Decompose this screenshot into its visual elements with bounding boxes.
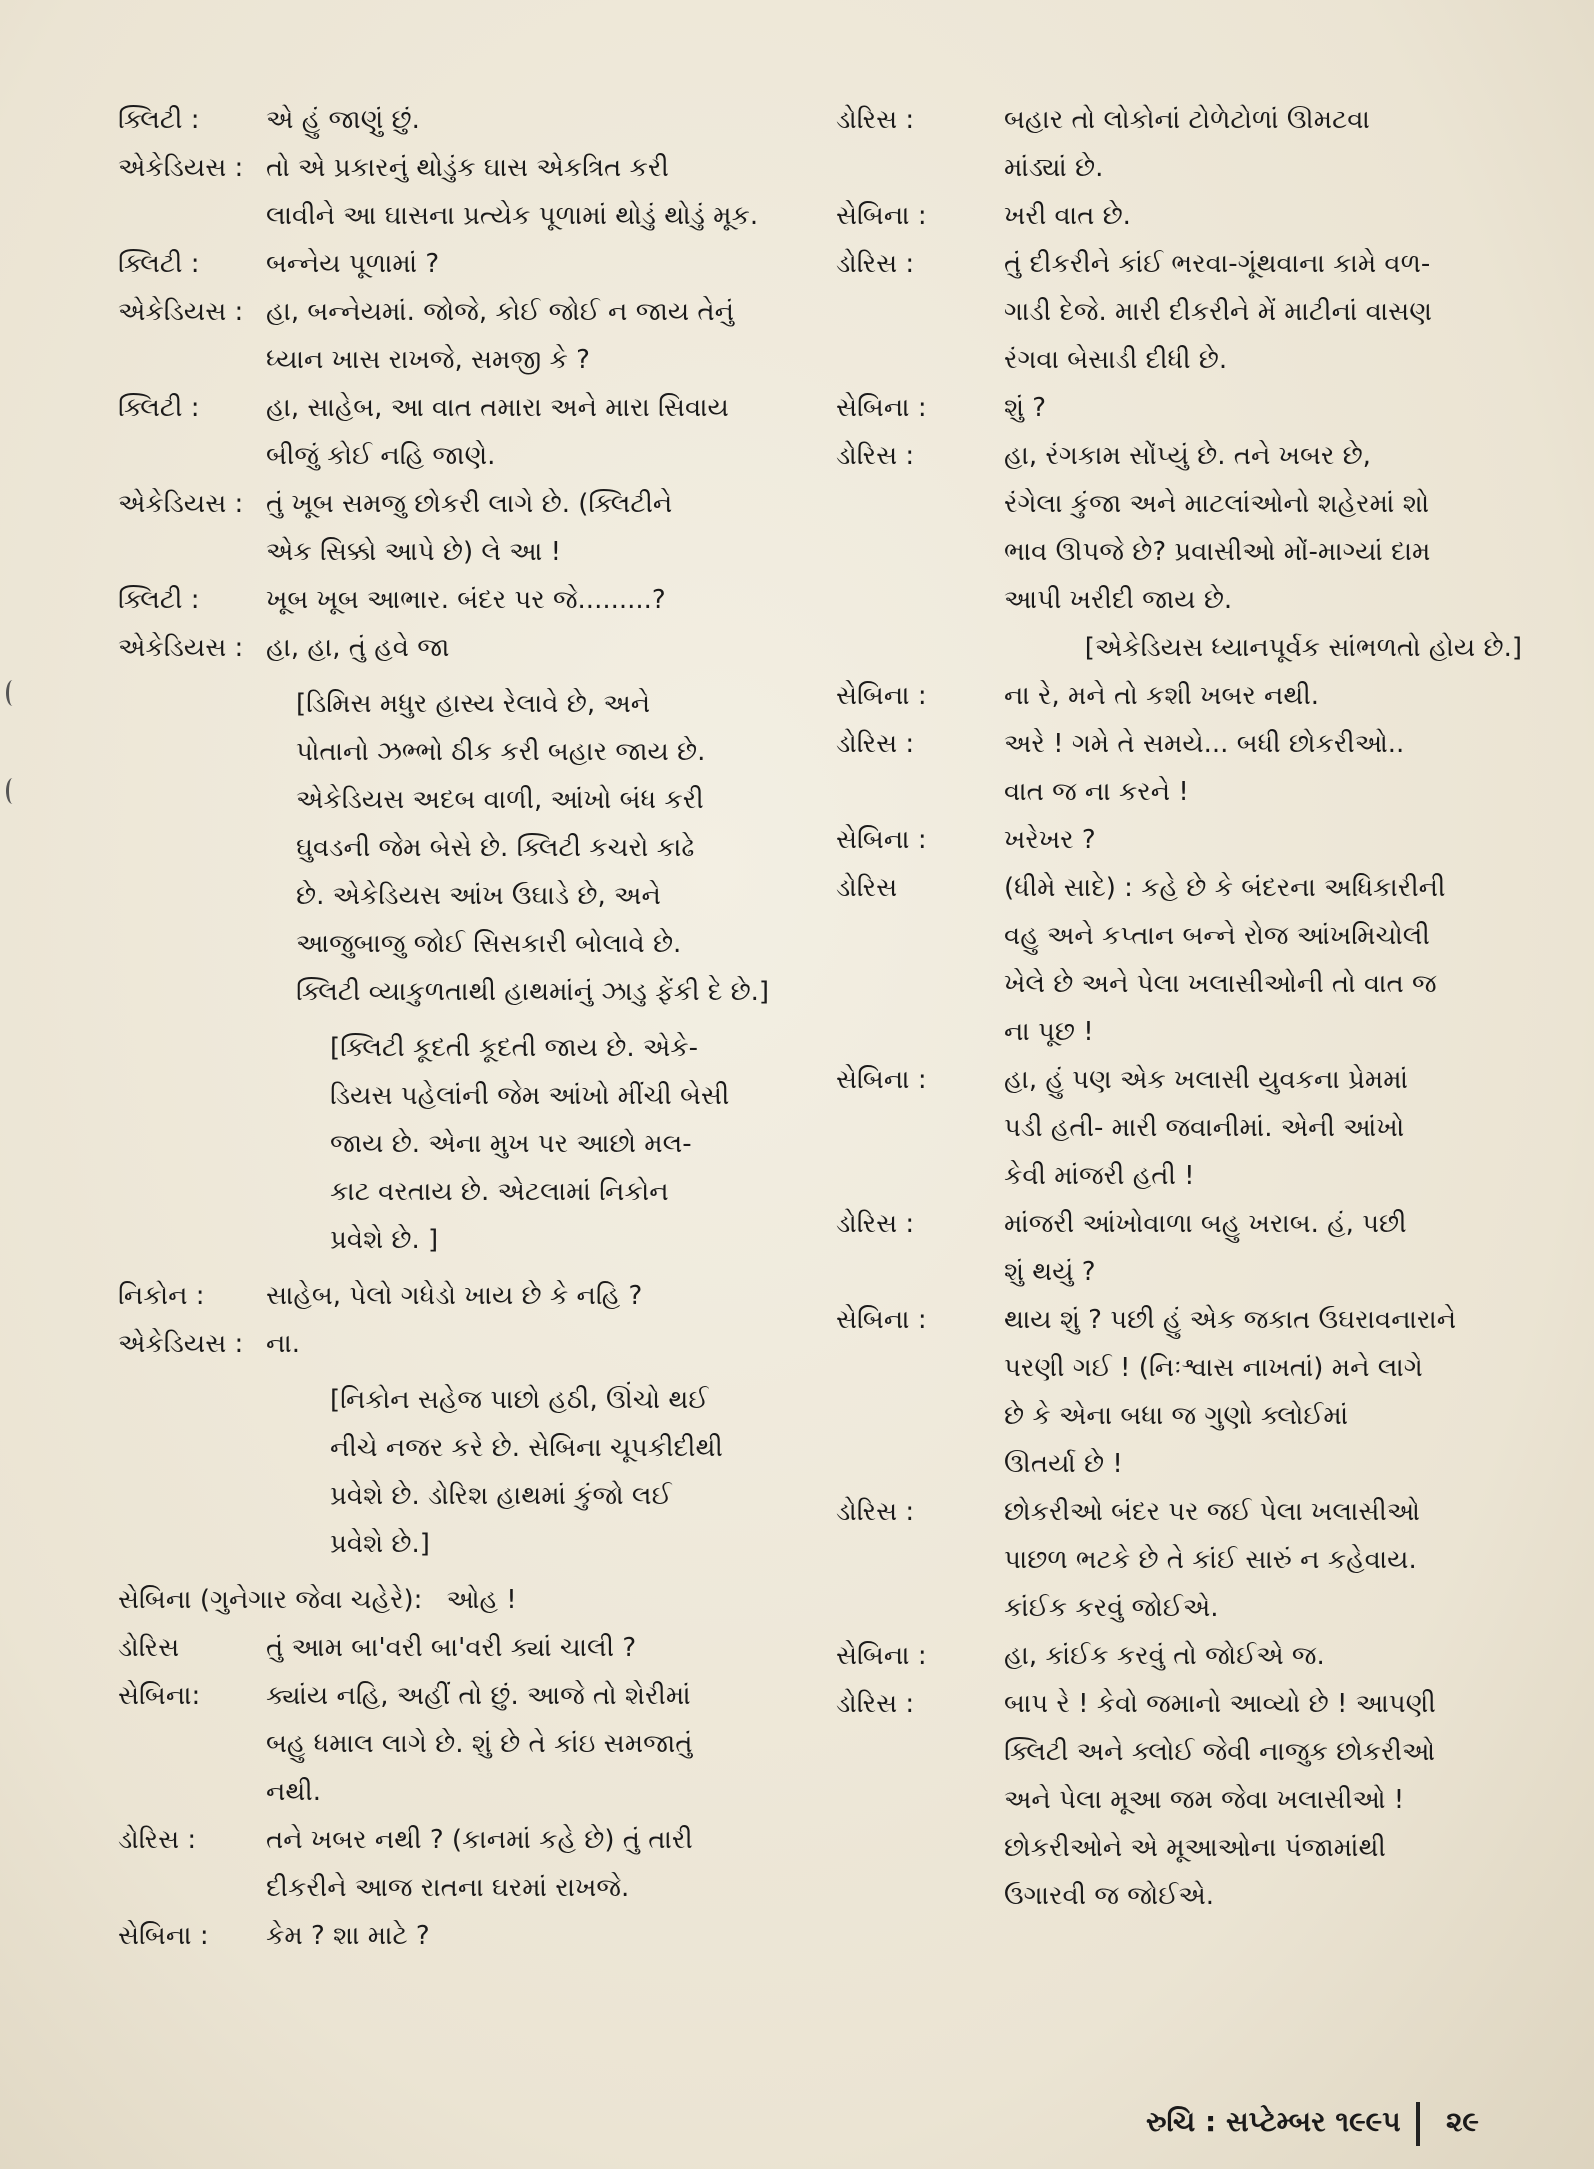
- dialogue-text: રંગવા બેસાડી દીધી છે.: [1004, 345, 1228, 375]
- footer-divider: [1416, 2102, 1420, 2146]
- dialogue-line: [836, 144, 1526, 192]
- dialogue-line: [836, 1632, 1526, 1680]
- dialogue-text: ખરેખર ?: [1004, 825, 1096, 855]
- speaker-name: ક્લિટી :: [118, 393, 200, 423]
- dialogue-line: [836, 1104, 1526, 1152]
- stage-direction-line: જાય છે. એના મુખ પર આછો મલ-: [330, 1129, 692, 1159]
- stage-direction-line: [ક્લિટી કૂદતી કૂદતી જાય છે. એકે-: [330, 1033, 699, 1063]
- stage-direction-line: ક્લિટી વ્યાકુળતાથી હાથમાંનું ઝાડુ ફેંકી દે છે.]: [296, 977, 770, 1007]
- dialogue-text: દીકરીને આજ રાતના ઘરમાં રાખજે.: [266, 1873, 630, 1903]
- dialogue-line: [836, 384, 1526, 432]
- speaker-name: એકેડિયસ :: [118, 297, 244, 327]
- dialogue-line: [118, 192, 798, 240]
- dialogue-text: ક્લિટી અને ક્લોઈ જેવી નાજુક છોકરીઓ: [1004, 1737, 1436, 1767]
- speaker-name: ડોરિસ :: [118, 1825, 197, 1855]
- stage-direction-line: પ્રવેશે છે.]: [330, 1529, 430, 1559]
- dialogue-line: [118, 336, 798, 384]
- dialogue-line: [836, 576, 1526, 624]
- dialogue-line: [118, 1272, 798, 1320]
- speaker-name: એકેડિયસ :: [118, 633, 244, 663]
- dialogue-text: બન્નેય પૂળામાં ?: [266, 249, 440, 279]
- speaker-name: ડોરિસ :: [836, 441, 915, 471]
- dialogue-text: માંજરી આંખોવાળા બહુ ખરાબ. હં, પછી: [1004, 1209, 1407, 1239]
- dialogue-text: પડી હતી- મારી જવાનીમાં. એની આંખો: [1004, 1113, 1405, 1143]
- stage-direction-line: [નિકોન સહેજ પાછો હઠી, ઊંચો થઈ: [330, 1385, 709, 1415]
- dialogue-text: ઉગારવી જ જોઈએ.: [1004, 1881, 1215, 1911]
- dialogue-line: [836, 720, 1526, 768]
- dialogue-text: અરે ! ગમે તે સમયે... બધી છોકરીઓ..: [1004, 729, 1405, 759]
- stage-direction-line: એકેડિયસ અદબ વાળી, આંખો બંધ કરી: [296, 785, 704, 815]
- speaker-name: નિકોન :: [118, 1281, 205, 1311]
- dialogue-text: અને પેલા મૂઆ જમ જેવા ખલાસીઓ !: [1004, 1785, 1405, 1815]
- dialogue-line: [836, 1392, 1526, 1440]
- dialogue-line: [836, 1872, 1526, 1920]
- dialogue-text: ધ્યાન ખાસ રાખજે, સમજી કે ?: [266, 345, 590, 375]
- dialogue-line: [836, 672, 1526, 720]
- right-column: [836, 96, 1526, 1920]
- speaker-name: ડોરિસ :: [836, 729, 915, 759]
- speaker-name: એકેડિયસ :: [118, 153, 244, 183]
- speaker-name: સેબિના :: [836, 1065, 927, 1095]
- speaker-name: સેબિના :: [118, 1921, 209, 1951]
- dialogue-line: [118, 432, 798, 480]
- dialogue-text: ક્યાંય નહિ, અહીં તો છું. આજે તો શેરીમાં: [266, 1681, 691, 1711]
- page-number: ૨૯: [1446, 2105, 1480, 2138]
- dialogue-line: [836, 1200, 1526, 1248]
- dialogue-text: બીજું કોઈ નહિ જાણે.: [266, 441, 496, 471]
- dialogue-line: [836, 1008, 1526, 1056]
- dialogue-text: એક સિક્કો આપે છે) લે આ !: [266, 537, 562, 567]
- dialogue-text: ગાડી દેજે. મારી દીકરીને મેં માટીનાં વાસણ: [1004, 297, 1432, 327]
- dialogue-line: [118, 1624, 798, 1672]
- speaker-name: સેબિના:: [118, 1681, 201, 1711]
- dialogue-text: પરણી ગઈ ! (નિઃશ્વાસ નાખતાં) મને લાગે: [1004, 1353, 1423, 1383]
- dialogue-text: લાવીને આ ઘાસના પ્રત્યેક પૂળામાં થોડું થોડું મૂક.: [266, 201, 759, 231]
- dialogue-line: [836, 1296, 1526, 1344]
- dialogue-text: ના રે, મને તો કશી ખબર નથી.: [1004, 681, 1320, 711]
- dialogue-line: [118, 1720, 798, 1768]
- speaker-name: ડોરિસ :: [836, 1497, 915, 1527]
- dialogue-line: [118, 528, 798, 576]
- dialogue-line: [836, 864, 1526, 912]
- dialogue-line: [118, 576, 798, 624]
- dialogue-text: હા, હા, તું હવે જા: [266, 633, 450, 663]
- dialogue-line: [836, 1680, 1526, 1728]
- dialogue-text: છે કે એના બધા જ ગુણો ક્લોઈમાં: [1004, 1401, 1349, 1431]
- magazine-title: રુચિ : સપ્ટેમ્બર ૧૯૯૫: [1146, 2105, 1401, 2138]
- dialogue-line: [836, 1536, 1526, 1584]
- dialogue-text: હા, કાંઈક કરવું તો જોઈએ જ.: [1004, 1641, 1325, 1671]
- dialogue-line: [118, 288, 798, 336]
- dialogue-line: [836, 480, 1526, 528]
- dialogue-text: (ધીમે સાદે) : કહે છે કે બંદરના અધિકારીની: [1004, 873, 1446, 903]
- dialogue-text: માંડ્યાં છે.: [1004, 153, 1104, 183]
- dialogue-line: [118, 480, 798, 528]
- dialogue-text: ભાવ ઊપજે છે? પ્રવાસીઓ મોં-માગ્યાં દામ: [1004, 537, 1431, 567]
- dialogue-text: તું દીકરીને કાંઈ ભરવા-ગૂંથવાના કામે વળ-: [1004, 249, 1431, 279]
- stage-direction-line: પ્રવેશે છે. ]: [330, 1225, 439, 1255]
- dialogue-text: તો એ પ્રકારનું થોડુંક ઘાસ એકત્રિત કરી: [266, 153, 669, 183]
- dialogue-line: [118, 1672, 798, 1720]
- dialogue-line: [836, 1824, 1526, 1872]
- dialogue-text: બાપ રે ! કેવો જમાનો આવ્યો છે ! આપણી: [1004, 1689, 1436, 1719]
- dialogue-line: [836, 1152, 1526, 1200]
- dialogue-text: ખરી વાત છે.: [1004, 201, 1131, 231]
- dialogue-text: છોકરીઓને એ મૂઆઓના પંજામાંથી: [1004, 1833, 1386, 1863]
- stage-direction-line: પ્રવેશે છે. ડોરિશ હાથમાં કુંજો લઈ: [330, 1481, 672, 1511]
- speaker-name: સેબિના :: [836, 1641, 927, 1671]
- speaker-name: ડોરિસ :: [836, 105, 915, 135]
- dialogue-line: [118, 1768, 798, 1816]
- stage-direction: [118, 1024, 798, 1264]
- dialogue-text: વહુ અને કપ્તાન બન્ને રોજ આંખમિચોલી: [1004, 921, 1430, 951]
- speaker-name: ક્લિટી :: [118, 585, 200, 615]
- speaker-name: ક્લિટી :: [118, 105, 200, 135]
- dialogue-text: તું ખૂબ સમજુ છોકરી લાગે છે. (ક્લિટીને: [266, 489, 673, 519]
- stage-direction-line: [ડિમિસ મધુર હાસ્ય રેલાવે છે, અને: [296, 689, 651, 719]
- dialogue-text: તું આમ બા'વરી બા'વરી ક્યાં ચાલી ?: [266, 1633, 637, 1663]
- speaker-name: સેબિના :: [836, 1305, 927, 1335]
- dialogue-line: [118, 1816, 798, 1864]
- stage-direction-line: કાટ વરતાય છે. એટલામાં નિકોન: [330, 1177, 669, 1207]
- speaker-name: ડોરિસ :: [836, 1209, 915, 1239]
- dialogue-line: [836, 1056, 1526, 1104]
- stage-direction-line: આજુબાજુ જોઈ સિસકારી બોલાવે છે.: [296, 929, 682, 959]
- dialogue-text: રંગેલા કુંજા અને માટલાંઓનો શહેરમાં શો: [1004, 489, 1430, 519]
- dialogue-line: [118, 96, 798, 144]
- dialogue-line: [836, 816, 1526, 864]
- dialogue-text: તને ખબર નથી ? (કાનમાં કહે છે) તું તારી: [266, 1825, 693, 1855]
- speaker-name: સેબિના :: [836, 393, 927, 423]
- speaker-name: ડોરિસ: [836, 873, 898, 903]
- dialogue-text: [એકેડિયસ ધ્યાનપૂર્વક સાંભળતો હોય છે.]: [1084, 633, 1522, 663]
- dialogue-text: બહુ ધમાલ લાગે છે. શું છે તે કાંઇ સમજાતું: [266, 1729, 693, 1759]
- dialogue-line: [836, 912, 1526, 960]
- dialogue-text: નથી.: [266, 1777, 322, 1807]
- dialogue-text: ના પૂછ !: [1004, 1017, 1094, 1047]
- dialogue-line: [836, 96, 1526, 144]
- margin-mark: [6, 680, 19, 706]
- dialogue-text: ઓહ !: [446, 1585, 517, 1615]
- dialogue-text: હા, રંગકામ સોંપ્યું છે. તને ખબર છે,: [1004, 441, 1371, 471]
- dialogue-text: હા, હું પણ એક ખલાસી યુવકના પ્રેમમાં: [1004, 1065, 1408, 1095]
- speaker-name: ક્લિટી :: [118, 249, 200, 279]
- dialogue-line: [118, 1864, 798, 1912]
- dialogue-line: [118, 1576, 798, 1624]
- dialogue-line: [836, 432, 1526, 480]
- stage-direction: [118, 680, 798, 1016]
- dialogue-text: સાહેબ, પેલો ગધેડો ખાય છે કે નહિ ?: [266, 1281, 643, 1311]
- margin-mark: [6, 778, 19, 804]
- dialogue-text: હા, બન્નેયમાં. જોજે, કોઈ જોઈ ન જાય તેનું: [266, 297, 734, 327]
- dialogue-line: [836, 1344, 1526, 1392]
- dialogue-line: [118, 384, 798, 432]
- dialogue-line: [836, 768, 1526, 816]
- speaker-name: સેબિના :: [836, 681, 927, 711]
- stage-direction-line: ડિયસ પહેલાંની જેમ આંખો મીંચી બેસી: [330, 1081, 730, 1111]
- dialogue-line: [836, 960, 1526, 1008]
- dialogue-text: ખેલે છે અને પેલા ખલાસીઓની તો વાત જ: [1004, 969, 1437, 999]
- speaker-name: સેબિના :: [836, 825, 927, 855]
- page-footer: [1146, 2098, 1546, 2146]
- speaker-name: એકેડિયસ :: [118, 1329, 244, 1359]
- dialogue-text: કાંઈક કરવું જોઈએ.: [1004, 1593, 1219, 1623]
- left-column: [118, 96, 798, 1960]
- dialogue-line: [836, 1776, 1526, 1824]
- dialogue-text: શું થયું ?: [1004, 1257, 1096, 1287]
- dialogue-text: થાય શું ? પછી હું એક જકાત ઉઘરાવનારાને: [1004, 1305, 1457, 1335]
- dialogue-line: [836, 336, 1526, 384]
- dialogue-line: [118, 1320, 798, 1368]
- dialogue-line: [836, 1488, 1526, 1536]
- dialogue-line: [118, 240, 798, 288]
- dialogue-line: [836, 192, 1526, 240]
- dialogue-line: [836, 1248, 1526, 1296]
- dialogue-line: [836, 240, 1526, 288]
- dialogue-line: [836, 1728, 1526, 1776]
- speaker-name: સેબિના (ગુનેગાર જેવા ચહેરે):: [118, 1585, 423, 1615]
- dialogue-line: [836, 1584, 1526, 1632]
- dialogue-text: છોકરીઓ બંદર પર જઈ પેલા ખલાસીઓ: [1004, 1497, 1420, 1527]
- stage-direction-line: નીચે નજર કરે છે. સેબિના ચૂપકીદીથી: [330, 1433, 723, 1463]
- dialogue-line: [118, 624, 798, 672]
- speaker-name: ડોરિસ :: [836, 249, 915, 279]
- speaker-name: સેબિના :: [836, 201, 927, 231]
- stage-direction-line: ઘુવડની જેમ બેસે છે. ક્લિટી કચરો કાઢે: [296, 833, 695, 863]
- dialogue-line: [118, 144, 798, 192]
- dialogue-text: એ હું જાણું છું.: [266, 105, 420, 135]
- dialogue-text: ઊતર્યા છે !: [1004, 1449, 1123, 1479]
- dialogue-text: કેવી માંજરી હતી !: [1004, 1161, 1195, 1191]
- speaker-name: ડોરિસ: [118, 1633, 180, 1663]
- dialogue-text: પાછળ ભટકે છે તે કાંઈ સારું ન કહેવાય.: [1004, 1545, 1417, 1575]
- speaker-name: એકેડિયસ :: [118, 489, 244, 519]
- dialogue-text: ખૂબ ખૂબ આભાર. બંદર પર જે.........?: [266, 585, 666, 615]
- speaker-name: ડોરિસ :: [836, 1689, 915, 1719]
- dialogue-text: ના.: [266, 1329, 301, 1359]
- dialogue-line: [836, 1440, 1526, 1488]
- stage-direction-line: પોતાનો ઝભ્ભો ઠીક કરી બહાર જાય છે.: [296, 737, 706, 767]
- dialogue-text: શું ?: [1004, 393, 1047, 423]
- dialogue-line: [836, 528, 1526, 576]
- dialogue-line: [118, 1912, 798, 1960]
- stage-direction-line: છે. એકેડિયસ આંખ ઉઘાડે છે, અને: [296, 881, 661, 911]
- dialogue-text: બહાર તો લોકોનાં ટોળેટોળાં ઊમટવા: [1004, 105, 1370, 135]
- dialogue-text: હા, સાહેબ, આ વાત તમારા અને મારા સિવાય: [266, 393, 729, 423]
- dialogue-line: [836, 624, 1526, 672]
- dialogue-text: આપી ખરીદી જાય છે.: [1004, 585, 1233, 615]
- stage-direction: [118, 1376, 798, 1568]
- dialogue-text: કેમ ? શા માટે ?: [266, 1921, 430, 1951]
- dialogue-text: વાત જ ના કરને !: [1004, 777, 1189, 807]
- dialogue-line: [836, 288, 1526, 336]
